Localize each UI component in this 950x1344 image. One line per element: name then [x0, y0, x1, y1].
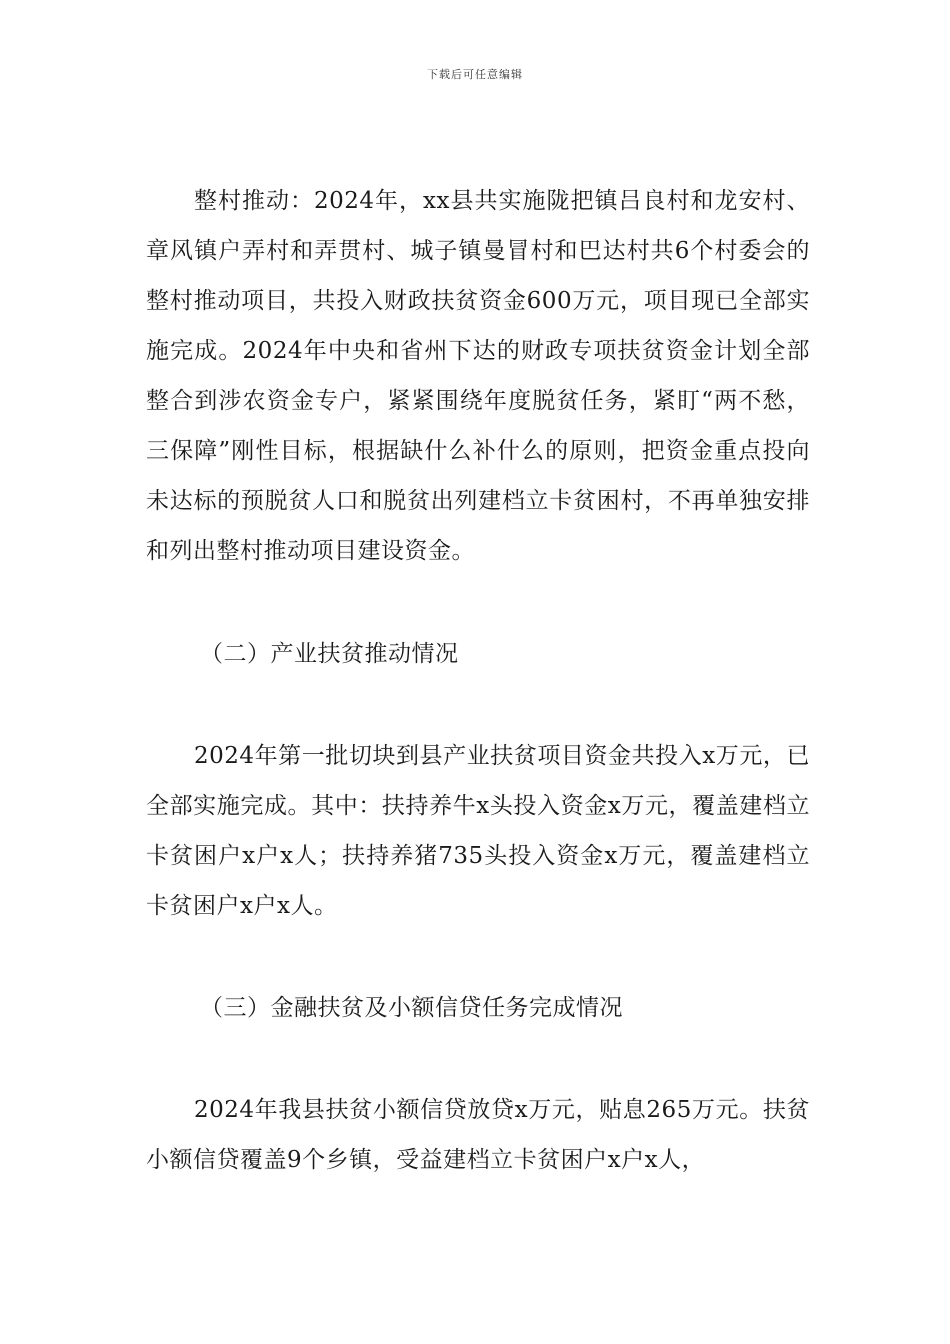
paragraph-industry-funds: 2024年第一批切块到县产业扶贫项目资金共投入x万元，已全部实施完成。其中：扶持养牛x头投入资金x万元，覆盖建档立卡贫困户x户x人；扶持养猪735头投入资金x万元，覆盖建档立卡贫困户x户x人。	[146, 743, 810, 919]
document-body	[146, 176, 810, 1185]
paragraph-spacer	[146, 679, 810, 731]
paragraph-microcredit: 2024年我县扶贫小额信贷放贷x万元，贴息265万元。扶贫小额信贷覆盖9个乡镇，受益建档立卡贫困户x户x人，	[146, 1097, 810, 1173]
section-heading-finance: （三）金融扶贫及小额信贷任务完成情况	[200, 995, 623, 1021]
paragraph-spacer	[146, 931, 810, 983]
page-header-note: 下载后可任意编辑	[427, 68, 523, 81]
paragraph-spacer	[146, 576, 810, 629]
section-heading-industry: （二）产业扶贫推动情况	[200, 641, 459, 667]
paragraph-village-promotion: 整村推动：2024年，xx县共实施陇把镇吕良村和龙安村、章风镇户弄村和弄贯村、城子镇曼冒村和巴达村共6个村委会的整村推动项目，共投入财政扶贫资金600万元，项目现已全部实施完成。2024年中央和省州下达的财政专项扶贫资金计划全部整合到涉农资金专户，紧紧围绕年度脱贫任务，紧盯“两不愁，三保障”刚性目标，根据缺什么补什么的原则，把资金重点投向未达标的预脱贫人口和脱贫出列建档立卡贫困村，不再单独安排和列出整村推动项目建设资金。	[146, 188, 810, 564]
paragraph-spacer	[146, 1033, 810, 1085]
